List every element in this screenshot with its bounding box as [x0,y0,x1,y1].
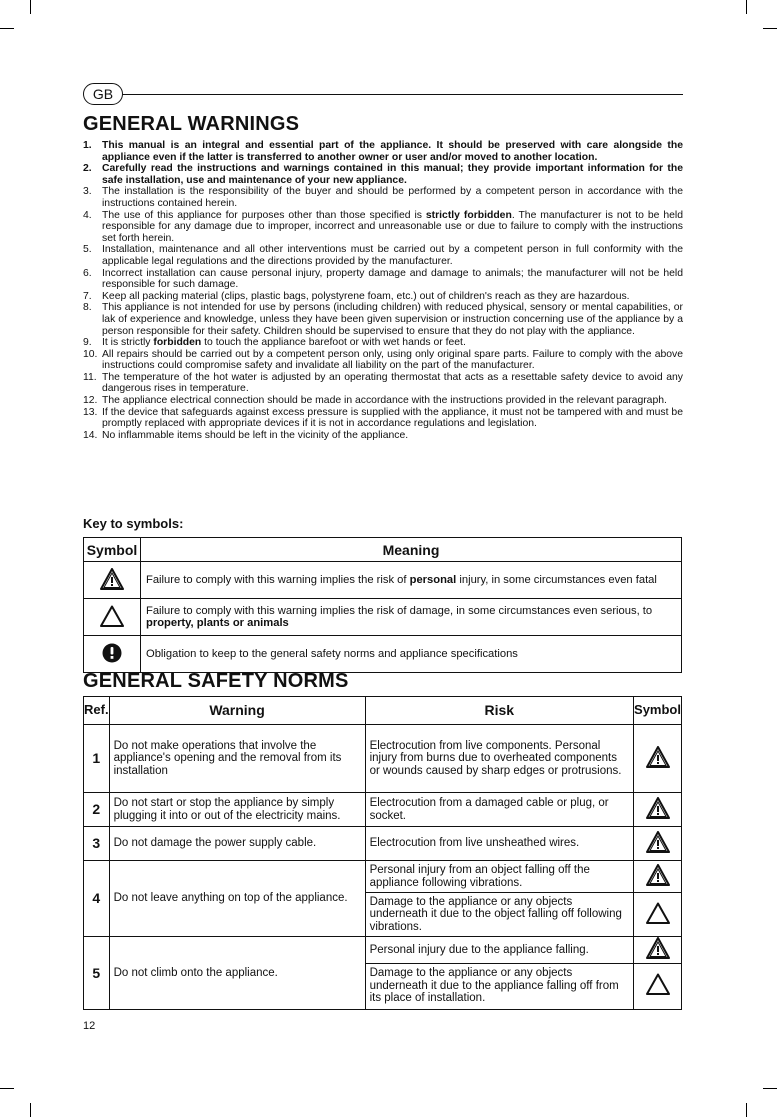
warning-triangle-outline-icon [646,902,670,924]
header-rule [122,94,683,95]
warning-cell: Do not start or stop the appliance by simply plugging it into or out of the electricity mains. [109,793,365,827]
crop-mark [0,28,14,29]
meaning-cell [141,562,682,599]
symbol-row [84,562,682,599]
warning-text: Carefully read the instructions and warnings contained in this manual; they provide important information for the safe installation, use and maintenance of your new appliance. [102,163,683,186]
risk-symbol-cell [634,793,682,827]
warning-triangle-outline-icon [646,973,670,995]
warning-item [83,140,683,163]
risk-cell: Electrocution from live unsheathed wires. [365,827,633,861]
crop-mark [30,1103,31,1117]
warning-text: Incorrect installation can cause personal injury, property damage and damage to animals; the manufacturer will not be held responsible for such damage. [102,267,683,291]
warning-item [83,302,683,337]
warning-number: 4. [83,209,92,221]
meaning-cell [141,599,682,636]
warning-exclamation-icon [646,746,670,768]
warning-cell: Do not leave anything on top of the appliance. [109,861,365,937]
warning-exclamation-icon [646,831,670,853]
text: injury, in some circumstances even fatal [456,574,657,586]
warning-item [83,244,683,267]
warning-text: The appliance electrical connection should be made in accordance with the instructions provided in the relevant paragraph. [102,395,667,407]
crop-mark [746,1103,747,1117]
warning-text: No inflammable items should be left in the vicinity of the appliance. [102,429,409,441]
warning-text: The use of this appliance for purposes other than those specified is [102,209,426,221]
crop-mark [746,0,747,14]
ref-number: 1 [84,725,110,793]
symbol-row [84,636,682,673]
risk-cell: Personal injury from an object falling off the appliance following vibrations. [365,861,633,893]
warning-exclamation-icon [646,864,670,886]
warning-text: This appliance is not intended for use by persons (including children) with reduced physical, sensory or mental capabilities, or lak of experience and knowledge, unless they have been given supervision or instruction concerning use of the appliance by a person responsible for their safety. Children should be supervised to ensure that they do not play with the appliance. [102,302,683,337]
text: Failure to comply with this warning implies the risk of damage, in some circumstances even serious, to [146,605,653,617]
warning-number: 13. [83,406,98,418]
language-badge: GB [83,83,123,105]
warning-item [83,395,683,407]
risk-cell: Damage to the appliance or any objects underneath it due to the object falling off following vibrations. [365,893,633,937]
warning-item [83,407,683,430]
ref-number: 3 [84,827,110,861]
warning-text: It is strictly [102,337,154,349]
warning-number: 7. [83,290,92,302]
warning-triangle-outline-icon [100,605,124,627]
safety-row [84,861,682,893]
safety-row [84,827,682,861]
symbol-column-header: Symbol [84,538,141,562]
risk-cell: Damage to the appliance or any objects underneath it due to the appliance falling off from its place of installation. [365,963,633,1009]
ref-number: 5 [84,937,110,1010]
warning-text: The temperature of the hot water is adjusted by an operating thermostat that acts as a resettable safety device to avoid any dangerous rises in temperature. [102,371,683,395]
general-warnings-title: GENERAL WARNINGS [83,113,300,135]
text: Obligation to keep to the general safety norms and appliance specifications [146,648,518,660]
warning-number: 8. [83,302,92,314]
meaning-cell [141,636,682,673]
key-to-symbols-title: Key to symbols: [83,516,184,531]
safety-norms-title: GENERAL SAFETY NORMS [83,670,349,692]
warning-item [83,372,683,395]
warning-text: If the device that safeguards against excess pressure is supplied with the appliance, it must not be tampered with and must be promptly replaced with appropriate devices if it is not in accordance regulations and legislation. [102,406,683,430]
safety-norms-table [83,696,682,1010]
warning-exclamation-icon [646,797,670,819]
emphasis: property, plants or animals [146,617,289,629]
warning-cell: Do not make operations that involve the appliance's opening and the removal from its installation [109,725,365,793]
crop-mark [763,1088,777,1089]
ref-number: 2 [84,793,110,827]
warning-item [83,163,683,186]
crop-mark [30,0,31,14]
warning-number: 6. [83,267,92,279]
warning-number: 2. [83,163,92,175]
warning-emphasis: strictly forbidden [425,209,512,221]
warnings-list [83,140,683,441]
risk-symbol-cell [634,963,682,1009]
warning-item [83,210,683,245]
symbol-row [84,599,682,636]
risk-symbol-cell [634,827,682,861]
warning-item [83,337,683,349]
risk-symbol-cell [634,937,682,964]
safety-row [84,725,682,793]
risk-column-header: Risk [365,697,633,725]
warning-text: All repairs should be carried out by a competent person only, using only original spare parts. Failure to comply with the above instructions could compromise safety and invalidate all liability on the part of the manufacturer. [102,348,683,372]
warning-number: 10. [83,348,98,360]
warning-number: 3. [83,186,92,198]
risk-cell: Electrocution from live components. Personal injury from burns due to overheated components or wounds caused by sharp edges or protrusions. [365,725,633,793]
meaning-column-header: Meaning [141,538,682,562]
ref-number: 4 [84,861,110,937]
text: Failure to comply with this warning implies the risk of [146,574,410,586]
warning-exclamation-icon [100,568,124,590]
risk-symbol-cell [634,725,682,793]
risk-symbol-cell [634,861,682,893]
warning-cell: Do not damage the power supply cable. [109,827,365,861]
symbol-cell [84,636,141,673]
key-to-symbols-table [83,537,682,673]
warning-number: 14. [83,429,98,441]
warning-text: Keep all packing material (clips, plastic bags, polystyrene foam, etc.) out of children's reach as they are hazardous. [102,290,630,302]
risk-cell: Electrocution from a damaged cable or plug, or socket. [365,793,633,827]
warning-text: to touch the appliance barefoot or with wet hands or feet. [201,337,466,349]
risk-cell: Personal injury due to the appliance falling. [365,937,633,964]
warning-number: 12. [83,395,98,407]
safety-row [84,937,682,964]
warning-column-header: Warning [109,697,365,725]
warning-exclamation-icon [646,937,670,959]
warning-item [83,349,683,372]
warning-item [83,186,683,209]
page-number: 12 [83,1020,96,1032]
crop-mark [763,28,777,29]
warning-emphasis: forbidden [153,337,202,349]
warning-number: 5. [83,244,92,256]
warning-number: 11. [83,371,97,383]
warning-item [83,291,683,303]
ref-column-header: Ref. [84,697,110,725]
symbol-cell [84,562,141,599]
emphasis: personal [409,574,457,586]
warning-item [83,268,683,291]
warning-number: 9. [83,337,92,349]
obligation-icon [102,643,122,663]
warning-item [83,430,683,442]
warning-text: This manual is an integral and essential part of the appliance. It should be preserved with care alongside the appliance even if the latter is transferred to another owner or user and/or moved to another location. [102,140,683,163]
risk-symbol-cell [634,893,682,937]
symbol-cell [84,599,141,636]
safety-row [84,793,682,827]
warning-text: . The manufacturer is not to be held responsible for any damage due to improper, incorrect and unreasonable use or due to failure to comply with the instructions set forth herein. [102,209,683,244]
crop-mark [0,1088,14,1089]
warning-number: 1. [83,140,92,151]
warning-text: The installation is the responsibility of the buyer and should be performed by a competent person in accordance with the instructions contained herein. [102,186,683,209]
warning-cell: Do not climb onto the appliance. [109,937,365,1010]
symbol-column-header: Symbol [634,697,682,725]
warning-text: Installation, maintenance and all other interventions must be carried out by a competent person in full conformity with the applicable legal regulations and the directions provided by the manufacturer. [102,244,683,267]
